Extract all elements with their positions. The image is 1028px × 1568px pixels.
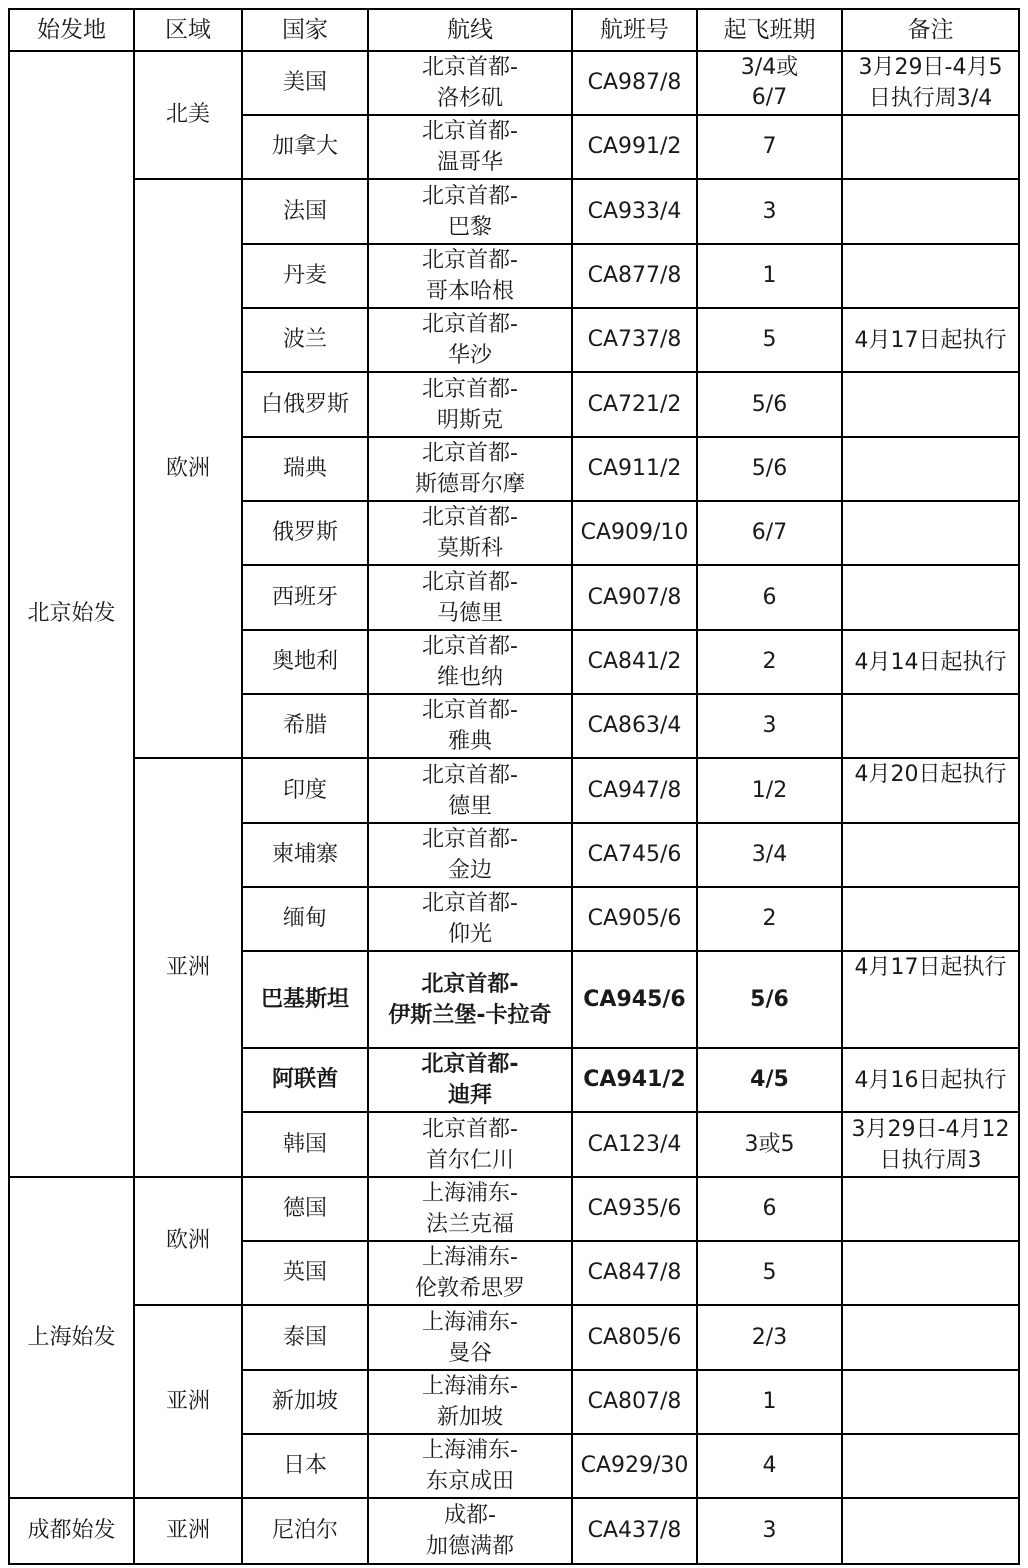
- country-cell: 俄罗斯: [242, 501, 368, 565]
- region-cell: 亚洲: [134, 1305, 242, 1498]
- cell-line: 6: [762, 1196, 777, 1221]
- remarks-cell: [842, 823, 1019, 887]
- cell-line: 北京首都-: [422, 698, 518, 723]
- header-departure-days: 起飞班期: [697, 9, 842, 51]
- cell-line: 6: [762, 584, 777, 610]
- flight-number-cell: CA721/2: [572, 372, 697, 437]
- remarks-cell: [842, 115, 1019, 179]
- cell-line: 2/3: [751, 1324, 788, 1350]
- cell-line: 5: [762, 327, 777, 352]
- departure-days-cell: [697, 1241, 842, 1305]
- country-cell: 尼泊尔: [242, 1498, 368, 1564]
- country-cell: 法国: [242, 179, 368, 244]
- departure-days-cell: [697, 1048, 842, 1112]
- cell-line: 上海浦东-: [422, 1309, 518, 1335]
- cell-line: 北京首都-: [422, 312, 518, 337]
- country-cell: 丹麦: [242, 244, 368, 308]
- route-cell: [368, 437, 572, 501]
- cell-line: 3/4: [751, 842, 788, 867]
- departure-days-cell: [697, 1112, 842, 1177]
- cell-line: 北京首都-: [422, 376, 518, 402]
- remarks-cell: [842, 1305, 1019, 1370]
- cell-line: 雅典: [447, 729, 492, 754]
- header-flight-number: 航班号: [572, 9, 697, 51]
- flight-number-cell: CA941/2: [572, 1048, 697, 1112]
- departure-days-cell: [697, 179, 842, 244]
- departure-days-cell: [697, 1177, 842, 1241]
- cell-line: 5: [762, 1260, 777, 1285]
- cell-line: 斯德哥尔摩: [414, 472, 525, 497]
- cell-line: 1: [762, 263, 777, 288]
- departure-days-cell: [697, 1434, 842, 1498]
- cell-line: 伦敦希思罗: [414, 1276, 525, 1301]
- cell-line: 哥本哈根: [425, 279, 514, 304]
- departure-days-cell: [697, 437, 842, 501]
- route-cell: [368, 51, 572, 115]
- cell-line: 3: [762, 198, 777, 224]
- cell-line: 新加坡: [436, 1405, 503, 1430]
- route-cell: [368, 758, 572, 823]
- cell-line: 1/2: [751, 777, 788, 803]
- header-route: 航线: [368, 9, 572, 51]
- route-cell: [368, 1112, 572, 1177]
- cell-line: 4月16日起执行: [854, 1067, 1007, 1093]
- cell-line: 仰光: [447, 922, 492, 947]
- route-cell: [368, 1434, 572, 1498]
- cell-line: 北京首都-: [422, 827, 518, 852]
- region-cell: 欧洲: [134, 179, 242, 758]
- region-cell: 北美: [134, 51, 242, 179]
- cell-line: 4月20日起执行: [854, 762, 1007, 787]
- departure-days-cell: [697, 630, 842, 694]
- country-cell: 白俄罗斯: [242, 372, 368, 437]
- cell-line: 首尔仁川: [425, 1147, 514, 1173]
- region-cell: 欧洲: [134, 1177, 242, 1305]
- remarks-cell: [842, 51, 1019, 115]
- route-cell: [368, 501, 572, 565]
- country-cell: 新加坡: [242, 1370, 368, 1434]
- remarks-cell: [842, 1241, 1019, 1305]
- departure-days-cell: [697, 115, 842, 179]
- cell-line: 成都-: [444, 1503, 496, 1528]
- flight-schedule-table: [8, 8, 1020, 1565]
- cell-line: 7: [762, 134, 777, 159]
- cell-line: 5/6: [750, 986, 789, 1012]
- cell-line: 北京首都-: [422, 762, 518, 788]
- route-cell: [368, 179, 572, 244]
- cell-line: 北京首都-: [421, 1052, 519, 1077]
- remarks-cell: [842, 308, 1019, 372]
- flight-number-cell: CA863/4: [572, 694, 697, 758]
- cell-line: 德里: [447, 793, 492, 819]
- remarks-cell: [842, 1498, 1019, 1564]
- route-cell: [368, 372, 572, 437]
- cell-line: 法兰克福: [425, 1212, 514, 1237]
- cell-line: 明斯克: [436, 407, 503, 433]
- origin-cell: 北京始发: [9, 51, 134, 1177]
- remarks-cell: [842, 951, 1019, 1048]
- remarks-cell: [842, 758, 1019, 823]
- origin-cell: 成都始发: [9, 1498, 134, 1564]
- cell-line: 维也纳: [436, 665, 503, 690]
- cell-line: 北京首都-: [422, 55, 518, 80]
- route-cell: [368, 1048, 572, 1112]
- cell-line: 3: [762, 1518, 777, 1543]
- remarks-cell: [842, 887, 1019, 951]
- departure-days-cell: [697, 951, 842, 1048]
- cell-line: 日执行周3/4: [868, 86, 993, 111]
- route-cell: [368, 565, 572, 630]
- flight-number-cell: CA933/4: [572, 179, 697, 244]
- region-cell: 亚洲: [134, 1498, 242, 1564]
- cell-line: 北京首都-: [422, 569, 518, 595]
- route-cell: [368, 1177, 572, 1241]
- remarks-cell: [842, 501, 1019, 565]
- flight-number-cell: CA437/8: [572, 1498, 697, 1564]
- remarks-cell: [842, 565, 1019, 630]
- table-row: [9, 1177, 1019, 1241]
- country-cell: 美国: [242, 51, 368, 115]
- departure-days-cell: [697, 887, 842, 951]
- country-cell: 加拿大: [242, 115, 368, 179]
- cell-line: 3月29日-4月12: [851, 1116, 1010, 1142]
- cell-line: 上海浦东-: [422, 1374, 518, 1399]
- route-cell: [368, 1241, 572, 1305]
- cell-line: 上海浦东-: [422, 1245, 518, 1270]
- departure-days-cell: [697, 244, 842, 308]
- cell-line: 金边: [447, 858, 492, 883]
- table-row: [9, 51, 1019, 115]
- country-cell: 德国: [242, 1177, 368, 1241]
- cell-line: 东京成田: [425, 1469, 514, 1494]
- flight-number-cell: CA909/10: [572, 501, 697, 565]
- flight-number-cell: CA929/30: [572, 1434, 697, 1498]
- cell-line: 4月17日起执行: [854, 327, 1007, 353]
- cell-line: 上海浦东-: [422, 1181, 518, 1206]
- remarks-cell: [842, 1112, 1019, 1177]
- departure-days-cell: [697, 758, 842, 823]
- country-cell: 日本: [242, 1434, 368, 1498]
- cell-line: 2: [762, 649, 777, 674]
- flight-number-cell: CA877/8: [572, 244, 697, 308]
- cell-line: 6/7: [751, 85, 788, 110]
- route-cell: [368, 887, 572, 951]
- cell-line: 1: [762, 1389, 777, 1414]
- flight-number-cell: CA911/2: [572, 437, 697, 501]
- cell-line: 4/5: [750, 1067, 789, 1092]
- cell-line: 北京首都-: [422, 634, 518, 659]
- flight-number-cell: CA841/2: [572, 630, 697, 694]
- flight-number-cell: CA945/6: [572, 951, 697, 1048]
- flight-number-cell: CA807/8: [572, 1370, 697, 1434]
- country-cell: 泰国: [242, 1305, 368, 1370]
- cell-line: 3月29日-4月5: [858, 55, 1003, 80]
- cell-line: 5/6: [751, 456, 788, 481]
- remarks-cell: [842, 1370, 1019, 1434]
- header-row: [9, 9, 1019, 51]
- departure-days-cell: [697, 308, 842, 372]
- remarks-cell: [842, 1048, 1019, 1112]
- route-cell: [368, 308, 572, 372]
- country-cell: 西班牙: [242, 565, 368, 630]
- cell-line: 巴黎: [447, 214, 492, 240]
- cell-line: 迪拜: [447, 1083, 492, 1108]
- flight-number-cell: CA737/8: [572, 308, 697, 372]
- route-cell: [368, 1498, 572, 1564]
- route-cell: [368, 1370, 572, 1434]
- cell-line: 马德里: [436, 600, 503, 626]
- table-body: [9, 51, 1019, 1564]
- cell-line: 2: [762, 906, 777, 931]
- departure-days-cell: [697, 501, 842, 565]
- remarks-cell: [842, 372, 1019, 437]
- route-cell: [368, 630, 572, 694]
- header-region: 区域: [134, 9, 242, 51]
- cell-line: 曼谷: [447, 1340, 492, 1366]
- departure-days-cell: [697, 823, 842, 887]
- cell-line: 温哥华: [436, 150, 503, 175]
- cell-line: 4月14日起执行: [854, 649, 1007, 675]
- cell-line: 华沙: [447, 343, 492, 368]
- flight-number-cell: CA907/8: [572, 565, 697, 630]
- table-row: [9, 179, 1019, 244]
- country-cell: 波兰: [242, 308, 368, 372]
- remarks-cell: [842, 244, 1019, 308]
- departure-days-cell: [697, 1305, 842, 1370]
- table-row: [9, 1305, 1019, 1370]
- cell-line: 3: [762, 713, 777, 738]
- header-remarks: 备注: [842, 9, 1019, 51]
- origin-cell: 上海始发: [9, 1177, 134, 1498]
- cell-line: 北京首都-: [422, 248, 518, 273]
- cell-line: 北京首都-: [422, 183, 518, 209]
- cell-line: 北京首都-: [422, 891, 518, 916]
- route-cell: [368, 951, 572, 1048]
- departure-days-cell: [697, 1370, 842, 1434]
- country-cell: 瑞典: [242, 437, 368, 501]
- cell-line: 北京首都-: [421, 971, 519, 997]
- cell-line: 北京首都-: [422, 119, 518, 144]
- cell-line: 3或5: [744, 1131, 795, 1157]
- flight-number-cell: CA905/6: [572, 887, 697, 951]
- flight-number-cell: CA805/6: [572, 1305, 697, 1370]
- cell-line: 上海浦东-: [422, 1438, 518, 1463]
- table-row: [9, 1498, 1019, 1564]
- country-cell: 阿联酋: [242, 1048, 368, 1112]
- remarks-cell: [842, 694, 1019, 758]
- cell-line: 日执行周3: [879, 1147, 982, 1173]
- flight-number-cell: CA935/6: [572, 1177, 697, 1241]
- flight-number-cell: CA991/2: [572, 115, 697, 179]
- flight-number-cell: CA987/8: [572, 51, 697, 115]
- route-cell: [368, 244, 572, 308]
- remarks-cell: [842, 1177, 1019, 1241]
- cell-line: 伊斯兰堡-卡拉奇: [388, 1002, 552, 1028]
- departure-days-cell: [697, 694, 842, 758]
- header-origin: 始发地: [9, 9, 134, 51]
- cell-line: 4月17日起执行: [854, 955, 1007, 980]
- route-cell: [368, 823, 572, 887]
- flight-number-cell: CA847/8: [572, 1241, 697, 1305]
- cell-line: 洛杉矶: [436, 86, 503, 111]
- remarks-cell: [842, 437, 1019, 501]
- header-country: 国家: [242, 9, 368, 51]
- departure-days-cell: [697, 51, 842, 115]
- cell-line: 3/4或: [740, 55, 799, 80]
- departure-days-cell: [697, 1498, 842, 1564]
- cell-line: 加德满都: [425, 1534, 514, 1559]
- region-cell: 亚洲: [134, 758, 242, 1177]
- country-cell: 柬埔寨: [242, 823, 368, 887]
- country-cell: 缅甸: [242, 887, 368, 951]
- country-cell: 巴基斯坦: [242, 951, 368, 1048]
- cell-line: 4: [762, 1453, 777, 1478]
- cell-line: 北京首都-: [422, 505, 518, 530]
- cell-line: 莫斯科: [436, 536, 503, 561]
- flight-number-cell: CA745/6: [572, 823, 697, 887]
- country-cell: 韩国: [242, 1112, 368, 1177]
- country-cell: 英国: [242, 1241, 368, 1305]
- remarks-cell: [842, 1434, 1019, 1498]
- country-cell: 印度: [242, 758, 368, 823]
- remarks-cell: [842, 630, 1019, 694]
- route-cell: [368, 115, 572, 179]
- cell-line: 北京首都-: [422, 441, 518, 466]
- route-cell: [368, 694, 572, 758]
- country-cell: 奥地利: [242, 630, 368, 694]
- country-cell: 希腊: [242, 694, 368, 758]
- flight-number-cell: CA947/8: [572, 758, 697, 823]
- departure-days-cell: [697, 565, 842, 630]
- flight-number-cell: CA123/4: [572, 1112, 697, 1177]
- table-row: [9, 758, 1019, 823]
- remarks-cell: [842, 179, 1019, 244]
- departure-days-cell: [697, 372, 842, 437]
- route-cell: [368, 1305, 572, 1370]
- cell-line: 5/6: [751, 391, 788, 417]
- cell-line: 6/7: [751, 520, 788, 545]
- cell-line: 北京首都-: [422, 1116, 518, 1142]
